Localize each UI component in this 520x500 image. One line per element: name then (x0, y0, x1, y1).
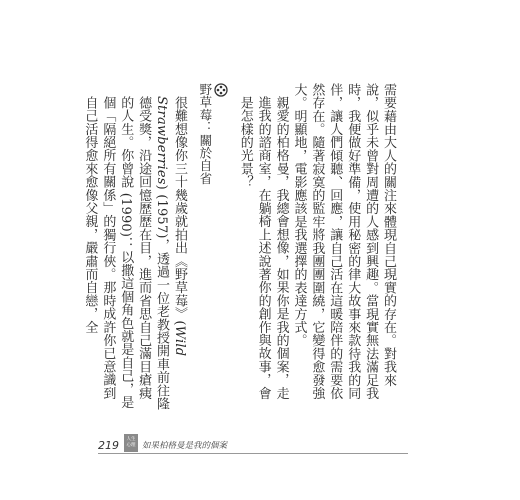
page-number: 219 (98, 439, 119, 452)
page-body (82, 83, 397, 411)
page-footer (98, 432, 227, 452)
series-badge (124, 434, 138, 452)
paragraph-wild-strawberries (81, 83, 188, 411)
series-label-top: 人生 (126, 437, 136, 442)
film-reel-icon (214, 83, 228, 97)
film-title-english: Wild Strawberries (154, 96, 187, 357)
section-heading-text: 野草莓：關於自省 (197, 83, 213, 185)
series-label-bottom: 心理 (126, 443, 136, 448)
section-heading (196, 83, 228, 411)
paragraph-address: 親愛的柏格曼，我總會想像，如果你是我的個案，走進我的諮商室，在躺椅上述說著你的創作與故事，會是怎樣的光景？ (237, 96, 289, 400)
paragraph-part-b: ) (1957)，透過一位老教授開車前往隆德受獎，沿途回憶歷歷在目，進而省思自己滿目瘡痍的人生。你曾說 (1990)：以撒這個角色就是自己，是個「隔絕所有關係」的獨行俠。那時成許你已意識到自己活得愈來愈像父親，嚴肅而自戀，全 (82, 96, 170, 411)
paragraph-part-a: 很難想像你三十幾歲就拍出《野草莓》( (171, 96, 187, 326)
paragraph-intro: 需要藉由大人的關注來體現自己現實的存在。對我來說，似乎未曾對周遭的人感到興趣。當現實無法滿足我時，我便做好準備，使用秘密的律大故事來款待我的同伴，讓人們傾聽、回應，讓自己活在這暖陪伴的需要依然存在。隨著寂寞的監牢將我團團圍繞，它變得愈發強大。明顯地，電影應該是我選擇的表達方式。 (291, 83, 396, 400)
vertical-text-column (82, 83, 397, 411)
book-title: 如果柏格曼是我的個案 (142, 441, 228, 451)
footer-divider (98, 453, 408, 454)
